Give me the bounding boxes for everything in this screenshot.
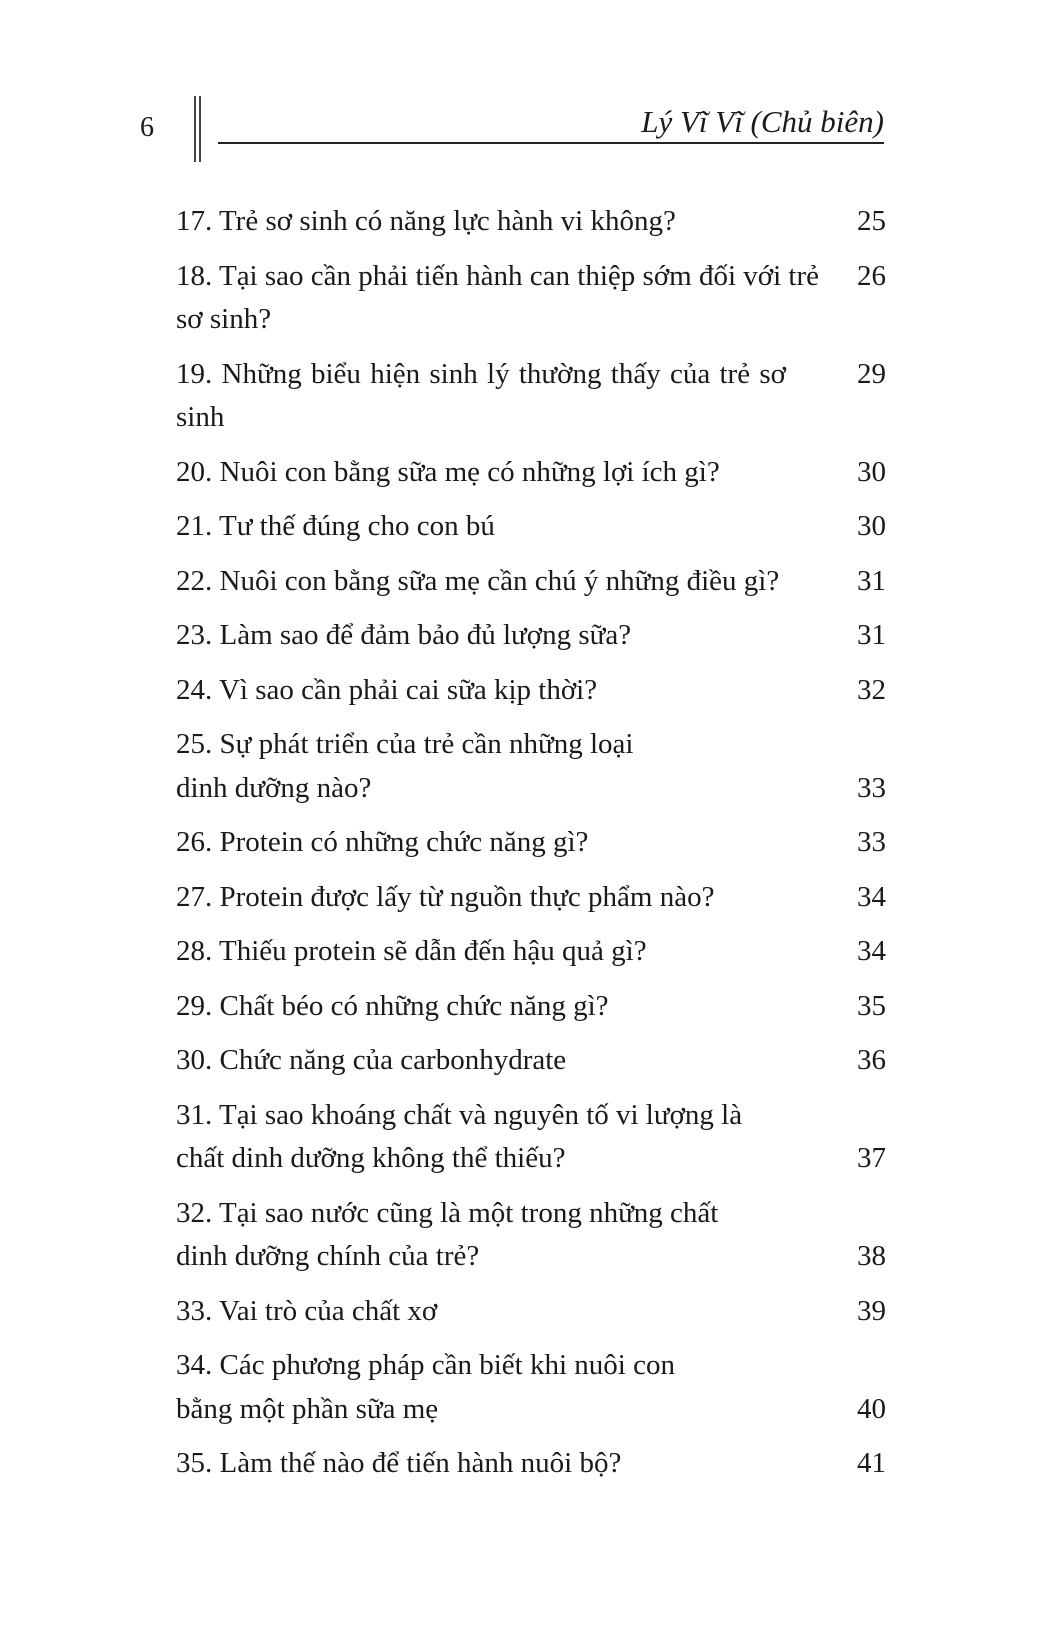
toc-entry-page: 34 <box>857 880 886 913</box>
toc-entry-title: 30. Chức năng của carbonhydrate <box>176 1044 567 1076</box>
toc-entry-title: 21. Tư thế đúng cho con bú <box>176 510 495 542</box>
toc-entry <box>176 1442 886 1486</box>
page-header <box>0 0 1040 170</box>
toc-entry-page: 30 <box>857 455 886 488</box>
toc-entry-page: 33 <box>857 826 886 858</box>
toc-entry-title: 28. Thiếu protein sẽ dẫn đến hậu quả gì? <box>176 935 647 967</box>
toc-entry <box>176 200 886 244</box>
toc-entry-page: 31 <box>857 564 886 597</box>
toc-entry <box>176 614 886 658</box>
table-of-contents <box>176 200 886 1497</box>
toc-entry <box>176 1344 886 1431</box>
toc-entry <box>176 876 886 920</box>
toc-entry-page: 39 <box>857 1294 886 1327</box>
toc-entry-title: 33. Vai trò của chất xơ <box>176 1294 438 1327</box>
toc-entry <box>176 505 886 549</box>
toc-entry <box>176 451 886 495</box>
toc-entry-page: 36 <box>857 1044 886 1076</box>
toc-entry <box>176 1094 886 1181</box>
header-rule <box>218 142 884 144</box>
toc-entry-title: 31. Tại sao khoáng chất và nguyên tố vi lượng là chất dinh dưỡng không thể thiếu? <box>176 1098 743 1174</box>
author-credit: Lý Vĩ Vĩ (Chủ biên) <box>641 104 884 139</box>
toc-entry-page: 30 <box>857 510 886 542</box>
toc-entry-title: 22. Nuôi con bằng sữa mẹ cần chú ý những điều gì? <box>176 564 780 597</box>
toc-entry-title: 35. Làm thế nào để tiến hành nuôi bộ? <box>176 1447 622 1479</box>
toc-entry-page: 32 <box>857 673 886 706</box>
toc-entry-page: 35 <box>857 989 886 1022</box>
toc-entry <box>176 1039 886 1083</box>
toc-entry-page: 38 <box>857 1240 886 1272</box>
toc-entry <box>176 821 886 865</box>
toc-entry-page: 25 <box>857 205 886 237</box>
toc-entry-title: 24. Vì sao cần phải cai sữa kịp thời? <box>176 673 598 706</box>
toc-entry-page: 26 <box>857 259 886 292</box>
toc-entry-page: 41 <box>857 1447 886 1479</box>
toc-entry <box>176 255 886 342</box>
page-number: 6 <box>140 112 154 143</box>
toc-entry <box>176 1192 886 1279</box>
toc-entry-title: 20. Nuôi con bằng sữa mẹ có những lợi ích gì? <box>176 455 720 488</box>
toc-entry <box>176 560 886 604</box>
toc-entry-title: 34. Các phương pháp cần biết khi nuôi con bằng một phần sữa mẹ <box>176 1349 675 1425</box>
toc-entry <box>176 353 886 440</box>
toc-entry-page: 33 <box>857 771 886 804</box>
toc-entry-title: 27. Protein được lấy từ nguồn thực phẩm nào? <box>176 880 715 913</box>
toc-entry-page: 40 <box>857 1392 886 1425</box>
toc-entry-page: 34 <box>857 935 886 967</box>
toc-entry-title: 17. Trẻ sơ sinh có năng lực hành vi không? <box>176 205 676 237</box>
toc-entry-title: 19. Những biểu hiện sinh lý thường thấy của trẻ sơ sinh <box>176 357 786 433</box>
vertical-rule-line <box>194 96 196 162</box>
toc-entry <box>176 723 886 810</box>
toc-entry <box>176 669 886 713</box>
toc-entry-title: 29. Chất béo có những chức năng gì? <box>176 989 609 1022</box>
toc-entry-title: 26. Protein có những chức năng gì? <box>176 826 589 858</box>
header-vertical-rule <box>194 96 202 162</box>
toc-entry <box>176 930 886 974</box>
toc-entry-page: 31 <box>857 619 886 651</box>
toc-entry-title: 18. Tại sao cần phải tiến hành can thiệp sớm đối với trẻ sơ sinh? <box>176 259 819 335</box>
toc-entry-title: 32. Tại sao nước cũng là một trong những chất dinh dưỡng chính của trẻ? <box>176 1196 719 1272</box>
toc-entry <box>176 985 886 1029</box>
toc-entry <box>176 1290 886 1334</box>
vertical-rule-line <box>199 96 201 162</box>
toc-entry-page: 29 <box>857 357 886 390</box>
toc-entry-page: 37 <box>857 1142 886 1174</box>
toc-entry-title: 25. Sự phát triển của trẻ cần những loại dinh dưỡng nào? <box>176 728 634 804</box>
toc-entry-title: 23. Làm sao để đảm bảo đủ lượng sữa? <box>176 619 632 651</box>
